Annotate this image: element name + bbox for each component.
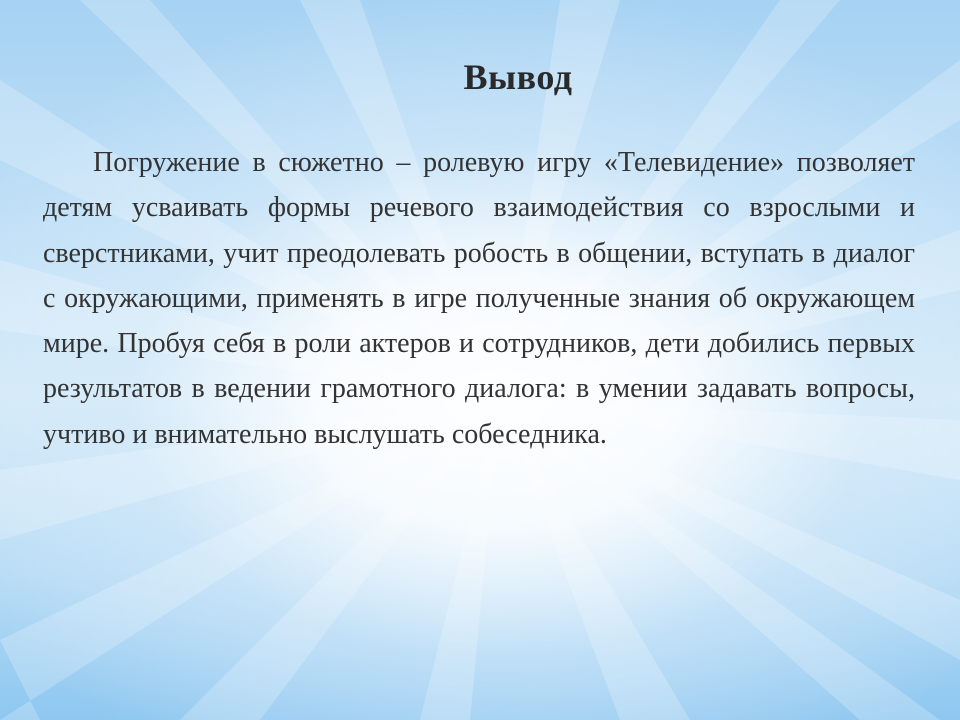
slide-body-text: Погружение в сюжетно – ролевую игру «Телевидение» позволяет детям усваивать формы речевого взаимодействия со взрослыми и сверстниками, учит преодолевать робость в общении, вступать в диалог с окружающими, применять в игре полученные знания об окружающем мире. Пробуя себя в роли актеров и сотрудников, дети добились первых результатов в ведении грамотного диалога: в умении задавать вопросы, учтиво и внимательно выслушать собеседника.	[43, 147, 915, 450]
slide-title: Вывод	[463, 57, 573, 97]
